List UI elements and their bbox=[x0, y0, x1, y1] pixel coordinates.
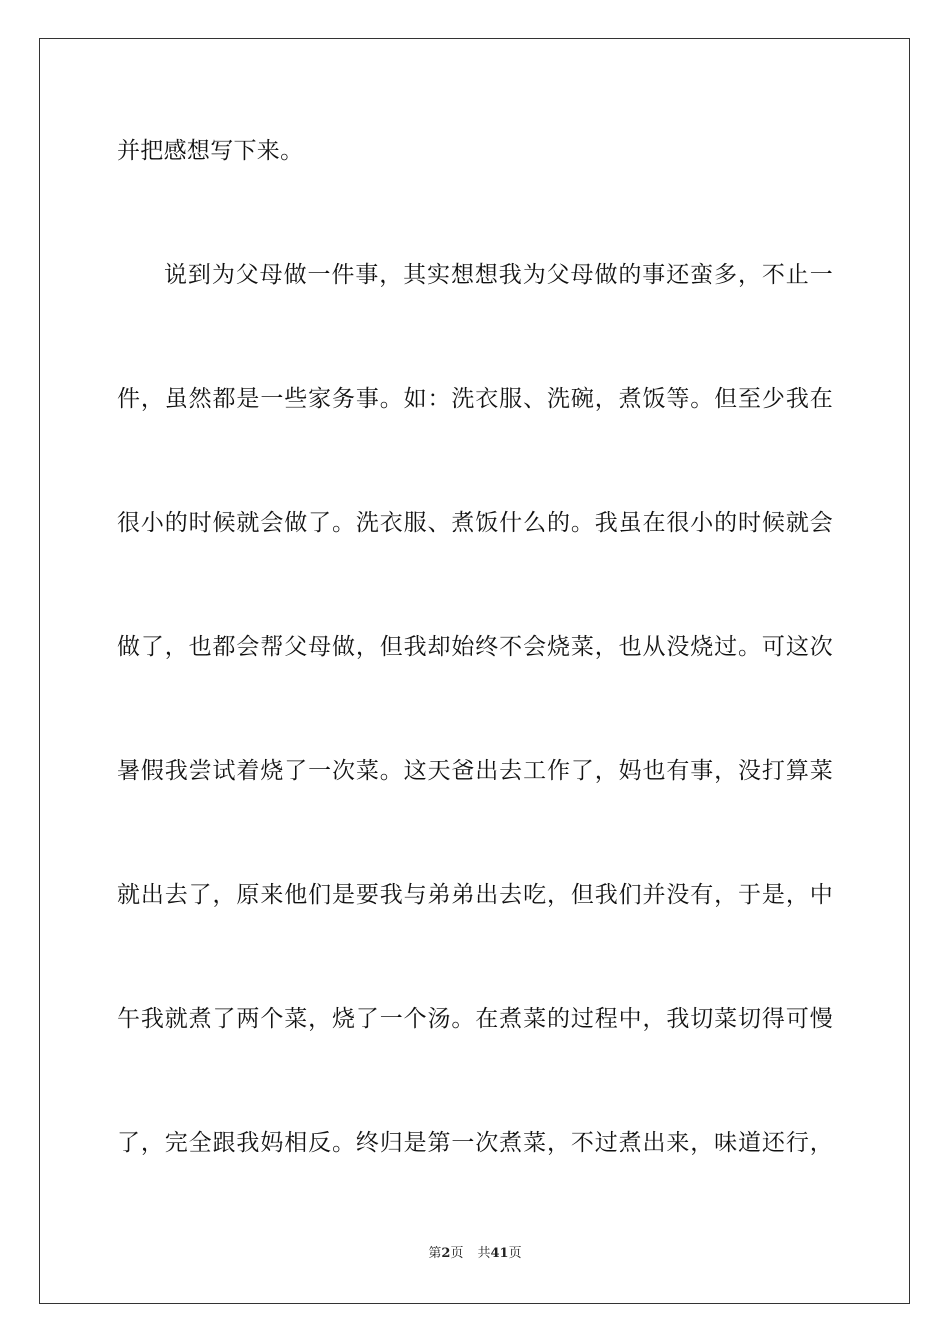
text-line-6: 暑假我尝试着烧了一次菜。这天爸出去工作了，妈也有事，没打算菜 bbox=[117, 758, 833, 784]
text-line-8: 午我就煮了两个菜，烧了一个汤。在煮菜的过程中，我切菜切得可慢 bbox=[117, 1006, 833, 1032]
total-prefix: 共 bbox=[477, 1246, 491, 1261]
text-line-5: 做了，也都会帮父母做，但我却始终不会烧菜，也从没烧过。可这次 bbox=[117, 634, 833, 660]
text-line-4: 很小的时候就会做了。洗衣服、煮饭什么的。我虽在很小的时候就会 bbox=[117, 510, 833, 536]
text-line-3: 件，虽然都是一些家务事。如：洗衣服、洗碗，煮饭等。但至少我在 bbox=[117, 386, 833, 412]
page-border bbox=[39, 38, 910, 1304]
paragraph-first-line: 说到为父母做一件事，其实想想我为父母做的事还蛮多，不止一 bbox=[164, 262, 833, 288]
text-line-1: 并把感想写下来。 bbox=[117, 138, 304, 164]
text-line-7: 就出去了，原来他们是要我与弟弟出去吃，但我们并没有，于是，中 bbox=[117, 882, 833, 908]
total-suffix: 页 bbox=[508, 1246, 522, 1261]
page-number: 2 bbox=[441, 1246, 451, 1261]
page-suffix: 页 bbox=[450, 1246, 464, 1261]
text-line-9: 了，完全跟我妈相反。终归是第一次煮菜，不过煮出来，味道还行， bbox=[117, 1130, 833, 1156]
page-prefix: 第 bbox=[428, 1246, 442, 1261]
total-pages: 41 bbox=[490, 1246, 509, 1261]
page-footer bbox=[0, 1245, 950, 1263]
